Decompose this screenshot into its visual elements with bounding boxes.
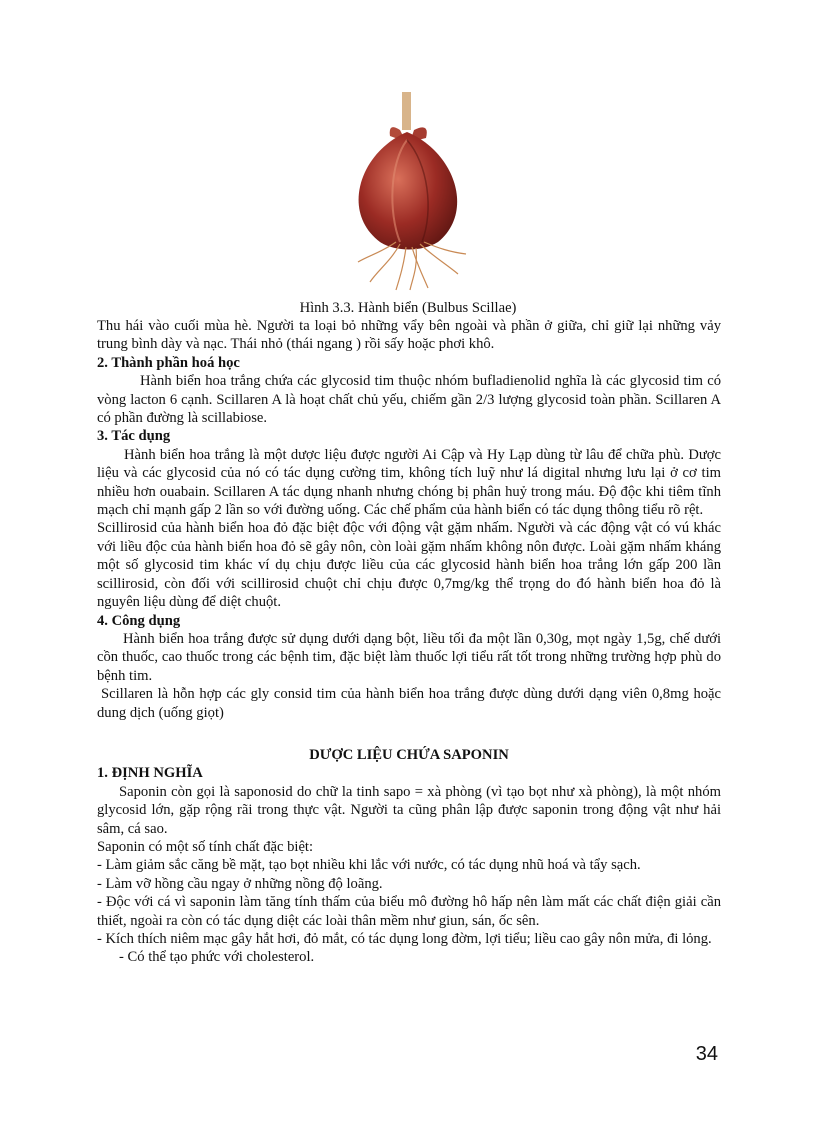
heading-definition: 1. ĐỊNH NGHĨA <box>97 765 203 782</box>
bullet-mucosa-irritation: - Kích thích niêm mạc gây hắt hơi, đỏ mắt, có tác dụng long đờm, lợi tiểu; liều cao gây nôn mửa, đi lỏng. <box>97 931 712 947</box>
page-number: 34 <box>695 1043 718 1065</box>
heading-chemical-composition: 2. Thành phần hoá học <box>97 354 240 371</box>
bulbus-scillae-illustration <box>330 92 490 292</box>
bulb-body <box>359 132 458 250</box>
bullet-toxic-fish: - Độc với cá vì saponin làm tăng tính thấm của biểu mô đường hô hấp nên làm mất các chất điện giải cần thiết, ngoài ra còn có tác dụng diệt các loài thân mềm như giun, sán, ốc sên. <box>97 894 721 929</box>
paragraph-properties-intro: Saponin có một số tính chất đặc biệt: <box>97 838 314 855</box>
paragraph-uses: Hành biển hoa trắng được sử dụng dưới dạng bột, liều tối đa một lần 0,30g, mọt ngày 1,5g, chế dưới cồn thuốc, cao thuốc trong các bệnh tim, đặc biệt làm thuốc lợi tiểu rất tốt trong những trường hợp phù do bệnh tim. <box>97 630 721 684</box>
roots <box>358 242 466 290</box>
figure-caption: Hình 3.3. Hành biển (Bulbus Scillae) <box>299 300 517 316</box>
paragraph-scillirosid: Scillirosid của hành biển hoa đỏ đặc biệt độc với động vật gặm nhấm. Người và các động vật có vú khác với liều độc của hành biển hoa đỏ sẽ gây nôn, còn loài gặm nhấm không nôn được. Loài gặm nhấm kháng một số glycosid tim khác ví dụ chịu được liều của các glycosid hành biển hoa trắng lớn gấp 200 lần scillirosid, còn đối với scillirosid chuột chỉ chịu được 0,7mg/kg thể trọng do đó hành biển hoa đỏ là nguyên liệu dùng để diệt chuột. <box>97 520 721 611</box>
section-title-saponin: DƯỢC LIỆU CHỨA SAPONIN <box>309 746 509 763</box>
stem-shape <box>402 92 411 130</box>
bullet-cholesterol: - Có thể tạo phức với cholesterol. <box>119 949 315 966</box>
paragraph-scillaren: Scillaren là hỗn hợp các gly consid tim của hành biển hoa trắng được dùng dưới dạng viên 0,8mg hoặc dung dịch (uống giọt) <box>97 686 721 721</box>
paragraph-definition: Saponin còn gọi là saponosid do chữ la tinh sapo = xà phòng (vì tạo bọt như xà phòng), là một nhóm glycosid lớn, gặp rộng rãi trong thực vật. Người ta cũng phân lập được saponin trong động vật như hải sâm, cá sao. <box>97 783 721 837</box>
bullet-hemolysis: - Làm vỡ hồng cầu ngay ở những nồng độ loãng. <box>97 875 383 892</box>
heading-effects: 3. Tác dụng <box>97 428 171 445</box>
paragraph-harvest: Thu hái vào cuối mùa hè. Người ta loại bỏ những vẩy bên ngoài và phần ở giữa, chỉ giữ lại những vảy trung bình dày và nạc. Thái nhỏ (thái ngang ) rồi sấy hoặc phơi khô. <box>97 318 721 353</box>
paragraph-chemical-composition: Hành biển hoa trắng chứa các glycosid tim thuộc nhóm bufladienolid nghĩa là các glycosid tim có vòng lacton 6 cạnh. Scillaren A là hoạt chất chủ yếu, chiếm gần 2/3 lượng glycosid toàn phần. Scillaren A có phần đường là scillabiose. <box>97 373 721 427</box>
document-body <box>97 317 721 967</box>
paragraph-effects: Hành biển hoa trắng là một dược liệu được người Ai Cập và Hy Lạp dùng từ lâu để chữa phù. Dược liệu và các glycosid của nó có tác dụng cường tim, không tích luỹ như lá digital nhưng lưu lại ở cơ tim nhiều hơn ouabain. Scillaren A tác dụng nhanh nhưng chóng bị phân huỷ trong máu. Độ độc khi tiêm tĩnh mạch chỉ mạnh gấp 2 lần so với đường uống. Các chế phẩm của hành biển có tác dụng thông tiểu rõ rệt. <box>97 446 721 519</box>
heading-uses: 4. Công dụng <box>97 612 181 629</box>
bullet-surface-tension: - Làm giảm sắc căng bề mặt, tạo bọt nhiều khi lắc với nước, có tác dụng nhũ hoá và tẩy sạch. <box>97 857 641 874</box>
